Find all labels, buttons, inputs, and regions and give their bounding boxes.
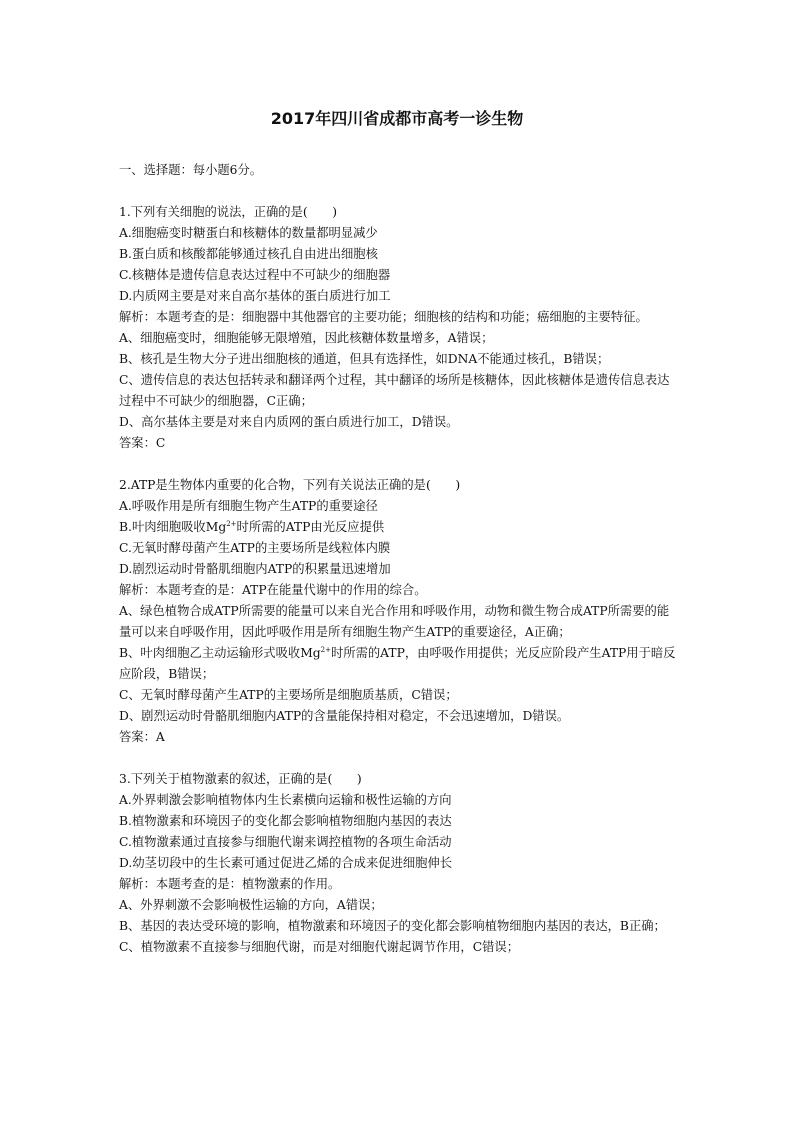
q3-explain-c: C、植物激素不直接参与细胞代谢，而是对细胞代谢起调节作用，C错误； [119, 940, 520, 954]
q2-explain-d: D、剧烈运动时骨骼肌细胞内ATP的含量能保持相对稳定，不会迅速增加，D错误。 [119, 709, 570, 723]
q1-explain-c: C、遗传信息的表达包括转录和翻译两个过程，其中翻译的场所是核糖体，因此核糖体是遗传信息表达过程中不可缺少的细胞器，C正确； [119, 373, 670, 408]
document-body [119, 160, 679, 958]
q2-option-b [119, 517, 679, 538]
q1-explain-d: D、高尔基体主要是对来自内质网的蛋白质进行加工，D错误。 [119, 415, 459, 429]
q2-stem: 2.ATP是生物体内重要的化合物，下列有关说法正确的是( ) [119, 478, 461, 492]
q2-explain-b-text-end: 时所需的ATP，由呼吸作用提供；光反应阶段产生ATP用于暗反应阶段，B错误； [119, 646, 676, 681]
q2-explain-b-text: B、叶肉细胞乙主动运输形式吸收Mg [119, 646, 321, 660]
q2-option-d: D.剧烈运动时骨骼肌细胞内ATP的积累量迅速增加 [119, 562, 391, 576]
q3-option-d: D.幼茎切段中的生长素可通过促进乙烯的合成来促进细胞伸长 [119, 856, 453, 870]
q2-explain-b [119, 643, 679, 685]
q3-explain-b: B、基因的表达受环境的影响，植物激素和环境因子的变化都会影响植物细胞内基因的表达，B正确； [119, 919, 666, 933]
q3-explain-a: A、外界刺激不会影响极性运输的方向，A错误； [119, 898, 383, 912]
q2-analysis: 解析：本题考查的是：ATP在能量代谢中的作用的综合。 [119, 583, 427, 597]
q1-option-a: A.细胞癌变时糖蛋白和核糖体的数量都明显减少 [119, 226, 378, 240]
q1-answer: 答案：C [119, 436, 166, 450]
q2-option-b-text: B.叶肉细胞吸收Mg [119, 520, 227, 534]
q2-option-a: A.呼吸作用是所有细胞生物产生ATP的重要途径 [119, 499, 378, 513]
q3-option-b: B.植物激素和环境因子的变化都会影响植物细胞内基因的表达 [119, 814, 452, 828]
section-heading: 一、选择题：每小题6分。 [119, 163, 263, 177]
q1-option-b: B.蛋白质和核酸都能够通过核孔自由进出细胞核 [119, 247, 378, 261]
q3-option-c: C.植物激素通过直接参与细胞代谢来调控植物的各项生命活动 [119, 835, 452, 849]
q2-option-c: C.无氧时酵母菌产生ATP的主要场所是线粒体内膜 [119, 541, 391, 555]
q1-stem: 1.下列有关细胞的说法，正确的是( ) [119, 205, 338, 219]
q3-analysis: 解析：本题考查的是：植物激素的作用。 [119, 877, 341, 891]
q1-explain-a: A、细胞癌变时，细胞能够无限增殖，因此核糖体数量增多，A错误； [119, 331, 494, 345]
q1-option-d: D.内质网主要是对来自高尔基体的蛋白质进行加工 [119, 289, 391, 303]
q1-explain-b: B、核孔是生物大分子进出细胞核的通道，但具有选择性，如DNA不能通过核孔，B错误； [119, 352, 610, 366]
q2-explain-b-superscript: 2+ [320, 645, 331, 654]
q1-option-c: C.核糖体是遗传信息表达过程中不可缺少的细胞器 [119, 268, 391, 282]
q2-explain-c: C、无氧时酵母菌产生ATP的主要场所是细胞质基质，C错误； [119, 688, 458, 702]
q3-stem: 3.下列关于植物激素的叙述，正确的是( ) [119, 772, 362, 786]
document-title: 2017年四川省成都市高考一诊生物 [270, 109, 524, 128]
q2-explain-a: A、绿色植物合成ATP所需要的能量可以来自光合作用和呼吸作用，动物和微生物合成ATP所需要的能量可以来自呼吸作用，因此呼吸作用是所有细胞生物产生ATP的重要途径，A正确； [119, 604, 670, 639]
q1-analysis: 解析：本题考查的是：细胞器中其他器官的主要功能；细胞核的结构和功能；癌细胞的主要特征。 [119, 310, 648, 324]
q3-option-a: A.外界刺激会影响植物体内生长素横向运输和极性运输的方向 [119, 793, 452, 807]
q2-option-b-text-end: 时所需的ATP由光反应提供 [236, 520, 385, 534]
q2-answer: 答案：A [119, 730, 165, 744]
q2-option-b-superscript: 2+ [226, 519, 237, 528]
